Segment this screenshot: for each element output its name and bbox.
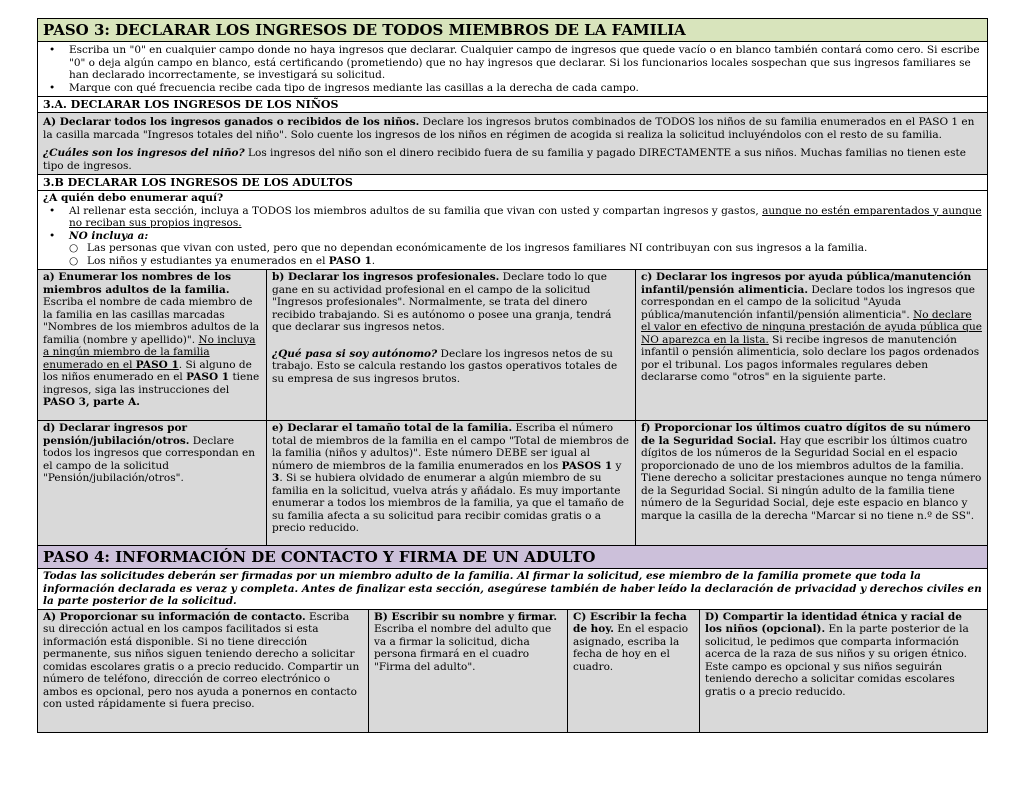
cell-para bbox=[272, 271, 630, 334]
bullet-text: Marque con qué frecuencia recibe cada tipo de ingresos mediante las casillas a la derecha de cada campo. bbox=[69, 81, 639, 94]
paso4-row bbox=[37, 609, 988, 733]
cell-a bbox=[38, 270, 267, 420]
question-label: ¿Qué pasa si soy autónomo? bbox=[272, 347, 438, 360]
question-label: ¿A quién debo enumerar aquí? bbox=[43, 192, 224, 204]
paso4-intro bbox=[37, 568, 988, 609]
cell-heading: C) Escribir la fecha de hoy. bbox=[573, 610, 687, 635]
section-3b-title: 3.B DECLARAR LOS INGRESOS DE LOS ADULTOS bbox=[37, 174, 988, 190]
sub-bullet-item bbox=[69, 254, 982, 268]
para-heading: A) Declarar todos los ingresos ganados o recibidos de los niños. bbox=[43, 116, 420, 128]
bullet-icon: • bbox=[49, 229, 56, 242]
sub-bullet-item bbox=[69, 242, 982, 255]
bullet-item bbox=[49, 81, 982, 95]
section-3b-body bbox=[37, 190, 988, 269]
cell-text: En el espacio asignado, escriba la fecha de hoy en el cuadro. bbox=[573, 623, 689, 673]
cell-b bbox=[267, 270, 636, 420]
circle-bullet-icon: ○ bbox=[69, 254, 79, 267]
cell-bold: PASO 3, parte A. bbox=[43, 396, 140, 408]
sub-bullet-text: Las personas que vivan con usted, pero que no dependan económicamente de los ingresos familiares NI contribuyan con sus ingresos a la familia. bbox=[87, 242, 868, 254]
cell-text: En la parte posterior de la solicitud, le pedimos que comparta información acerca de la raza de sus niños y su origen étnico. Este campo es opcional y sus niños seguirán teniendo derecho a solicitar comidas escolares gratis o a precio reducido. bbox=[705, 623, 969, 698]
cell-e bbox=[267, 421, 636, 545]
cell-heading: A) Proporcionar su información de contacto. bbox=[43, 610, 306, 623]
cell-text: Declare todos los ingresos que correspondan en el campo de la solicitud "Pensión/jubilación/otros". bbox=[43, 434, 255, 484]
intro-text: Todas las solicitudes deberán ser firmadas por un miembro adulto de la familia. Al firmar la solicitud, ese miembro de la familia promete que toda la información declarada es veraz y completa. Antes de finalizar esta sección, asegúrese también de haber leído la declaración de privacidad y derechos civiles en la parte posterior de la solicitud. bbox=[43, 570, 982, 607]
question-label: ¿Cuáles son los ingresos del niño? bbox=[43, 147, 245, 159]
cell-text: tiene ingresos, siga las instrucciones del bbox=[43, 371, 260, 396]
sub-bullet-end: . bbox=[371, 254, 376, 267]
circle-bullet-icon: ○ bbox=[69, 242, 79, 254]
cell-heading: f) Proporcionar los últimos cuatro dígitos de su número de la Seguridad Social. bbox=[641, 422, 971, 447]
bullet-item bbox=[49, 204, 982, 230]
cell-underlined: No declare el valor en efectivo de ninguna prestación de ayuda pública que NO aparezca en la lista. bbox=[641, 308, 982, 346]
bullet-item bbox=[49, 229, 982, 243]
question-text: Los ingresos del niño son el dinero recibido fuera de su familia y pagado DIRECTAMENTE a sus niños. Muchas familias no tienen este tipo de ingresos. bbox=[43, 147, 966, 172]
section-3a-title: 3.A. DECLARAR LOS INGRESOS DE LOS NIÑOS bbox=[37, 96, 988, 112]
section-3b-question bbox=[43, 192, 982, 205]
paso3-header: PASO 3: DECLARAR LOS INGRESOS DE TODOS MIEMBROS DE LA FAMILIA bbox=[37, 18, 988, 41]
bullet-text: Escriba un "0" en cualquier campo donde no haya ingresos que declarar. Cualquier campo de ingresos que quede vacío o en blanco también contará como cero. Si escribe "0" o deja algún campo en blanco, está certificando (prometiendo) que no hay ingresos que declarar. Si los funcionarios locales sospechan que sus ingresos familiares se han declarado incorrectamente, se investigará su solicitud. bbox=[69, 44, 980, 81]
bullet-underlined-text: aunque no estén emparentados y aunque no reciban sus propios ingresos. bbox=[69, 204, 982, 229]
cell-date bbox=[568, 610, 700, 732]
cell-c bbox=[636, 270, 987, 420]
cell-heading: D) Compartir la identidad étnica y racial de los niños (opcional). bbox=[705, 610, 962, 635]
bullet-icon: • bbox=[49, 81, 56, 94]
sub-bullet-text: Los niños y estudiantes ya enumerados en el bbox=[87, 254, 329, 267]
cell-heading: b) Declarar los ingresos profesionales. bbox=[272, 271, 500, 283]
cell-heading: e) Declarar el tamaño total de la familia. bbox=[272, 422, 513, 434]
cell-heading: c) Declarar los ingresos por ayuda pública/manutención infantil/pensión alimenticia. bbox=[641, 271, 972, 296]
adult-income-row-2 bbox=[37, 420, 988, 545]
bullet-text: Al rellenar esta sección, incluya a TODOS los miembros adultos de su familia que vivan con usted y compartan ingresos y gastos, bbox=[69, 204, 763, 217]
cell-text: Si recibe ingresos de manutención infantil o pensión alimenticia, solo declare los pagos ordenados por el tribunal. Los pagos informales regulares deben declararse como "otros" en la siguiente parte. bbox=[641, 333, 980, 383]
bullet-text: NO incluya a: bbox=[69, 229, 149, 242]
cell-heading: B) Escribir su nombre y firmar. bbox=[374, 610, 558, 623]
bullet-icon: • bbox=[49, 204, 56, 217]
cell-underlined: No incluya a ningún miembro de la familia enumerado en el bbox=[43, 333, 256, 371]
cell-underlined-bold: PASO 1 bbox=[135, 358, 179, 371]
para-text: Declare los ingresos brutos combinados de TODOS los niños de su familia enumerados en el PASO 1 en la casilla marcada "Ingresos totales del niño". Solo cuente los ingresos de los niños en régimen de acogida si realiza la solicitud incluyéndolos con el resto de su familia. bbox=[43, 116, 975, 141]
adult-income-row-1 bbox=[37, 269, 988, 420]
section-3a-question bbox=[43, 147, 982, 172]
cell-name-sign bbox=[369, 610, 568, 732]
cell-text: Declare todos los ingresos que correspondan en el campo de la solicitud "Ayuda pública/manutención infantil/pensión alimenticia". bbox=[641, 283, 975, 321]
cell-d bbox=[38, 421, 267, 545]
bullet-icon: • bbox=[49, 44, 56, 56]
cell-ethnicity bbox=[700, 610, 987, 732]
cell-question bbox=[272, 348, 630, 386]
cell-text: y bbox=[612, 459, 622, 472]
section-3a-body bbox=[37, 112, 988, 174]
section-3a-para bbox=[43, 116, 982, 141]
question-text: Declare los ingresos netos de su trabajo. Esto se calcula restando los gastos operativos totales de su empresa de sus ingresos brutos. bbox=[272, 347, 618, 385]
paso3-instructions bbox=[37, 41, 988, 96]
cell-text: Escriba el nombre del adulto que va a firmar la solicitud, dicha persona firmará en el cuadro "Firma del adulto". bbox=[374, 623, 552, 673]
cell-text: . Si se hubiera olvidado de enumerar a algún miembro de su familia en la solicitud, vuelva atrás y añádalo. Es muy importante enumerar a todos los miembros de la familia, ya que el tamaño de su familia afecta a su solicitud para recibir comidas gratis o a precio reducido. bbox=[272, 472, 625, 534]
cell-heading: a) Enumerar los nombres de los miembros adultos de la familia. bbox=[43, 271, 232, 296]
cell-f bbox=[636, 421, 987, 545]
cell-text: Escriba el número total de miembros de la familia en el campo "Total de miembros de la familia (niños y adultos)". Este número DEBE ser igual al número de miembros de la familia enumerados en los bbox=[272, 422, 629, 472]
cell-text: Hay que escribir los últimos cuatro dígitos de los números de la Seguridad Social en el espacio proporcionado de uno de los miembros adultos de la familia. Tiene derecho a solicitar prestaciones aunque no tenga número de la Seguridad Social. Si ningún adulto de la familia tiene número de la Seguridad Social, deje este espacio en blanco y marque la casilla de la derecha "Marcar si no tiene n.º de SS". bbox=[641, 434, 982, 522]
document-page bbox=[37, 18, 988, 733]
cell-contact bbox=[38, 610, 369, 732]
bullet-item bbox=[49, 44, 982, 82]
paso4-header: PASO 4: INFORMACIÓN DE CONTACTO Y FIRMA DE UN ADULTO bbox=[37, 545, 988, 568]
cell-bold: 3 bbox=[272, 472, 280, 484]
cell-heading: d) Declarar ingresos por pensión/jubilación/otros. bbox=[43, 422, 190, 447]
cell-text: Escriba su dirección actual en los campos facilitados si esta información está disponible. Si no tiene dirección permanente, sus niños siguen teniendo derecho a solicitar comidas escolares gratis o a precio reducido. Compartir un número de teléfono, dirección de correo electrónico o ambos es opcional, pero nos ayuda a ponernos en contacto con usted rápidamente si fuera preciso. bbox=[43, 610, 360, 710]
sub-bullet-bold: PASO 1 bbox=[328, 254, 372, 267]
cell-bold: PASO 1 bbox=[186, 371, 230, 383]
cell-bold: PASOS 1 bbox=[561, 459, 613, 472]
cell-text: Declare todo lo que gane en su actividad profesional en el campo de la solicitud "Ingresos profesionales". Normalmente, se trata del dinero recibido trabajando. Si es autónomo o posee una granja, tendrá que declarar sus ingresos netos. bbox=[272, 271, 612, 333]
cell-text: . Si alguno de los niños enumerado en el bbox=[43, 358, 252, 383]
cell-text: Escriba el nombre de cada miembro de la familia en las casillas marcadas "Nombres de los miembros adultos de la familia (nombre y apellido)". bbox=[43, 296, 260, 346]
